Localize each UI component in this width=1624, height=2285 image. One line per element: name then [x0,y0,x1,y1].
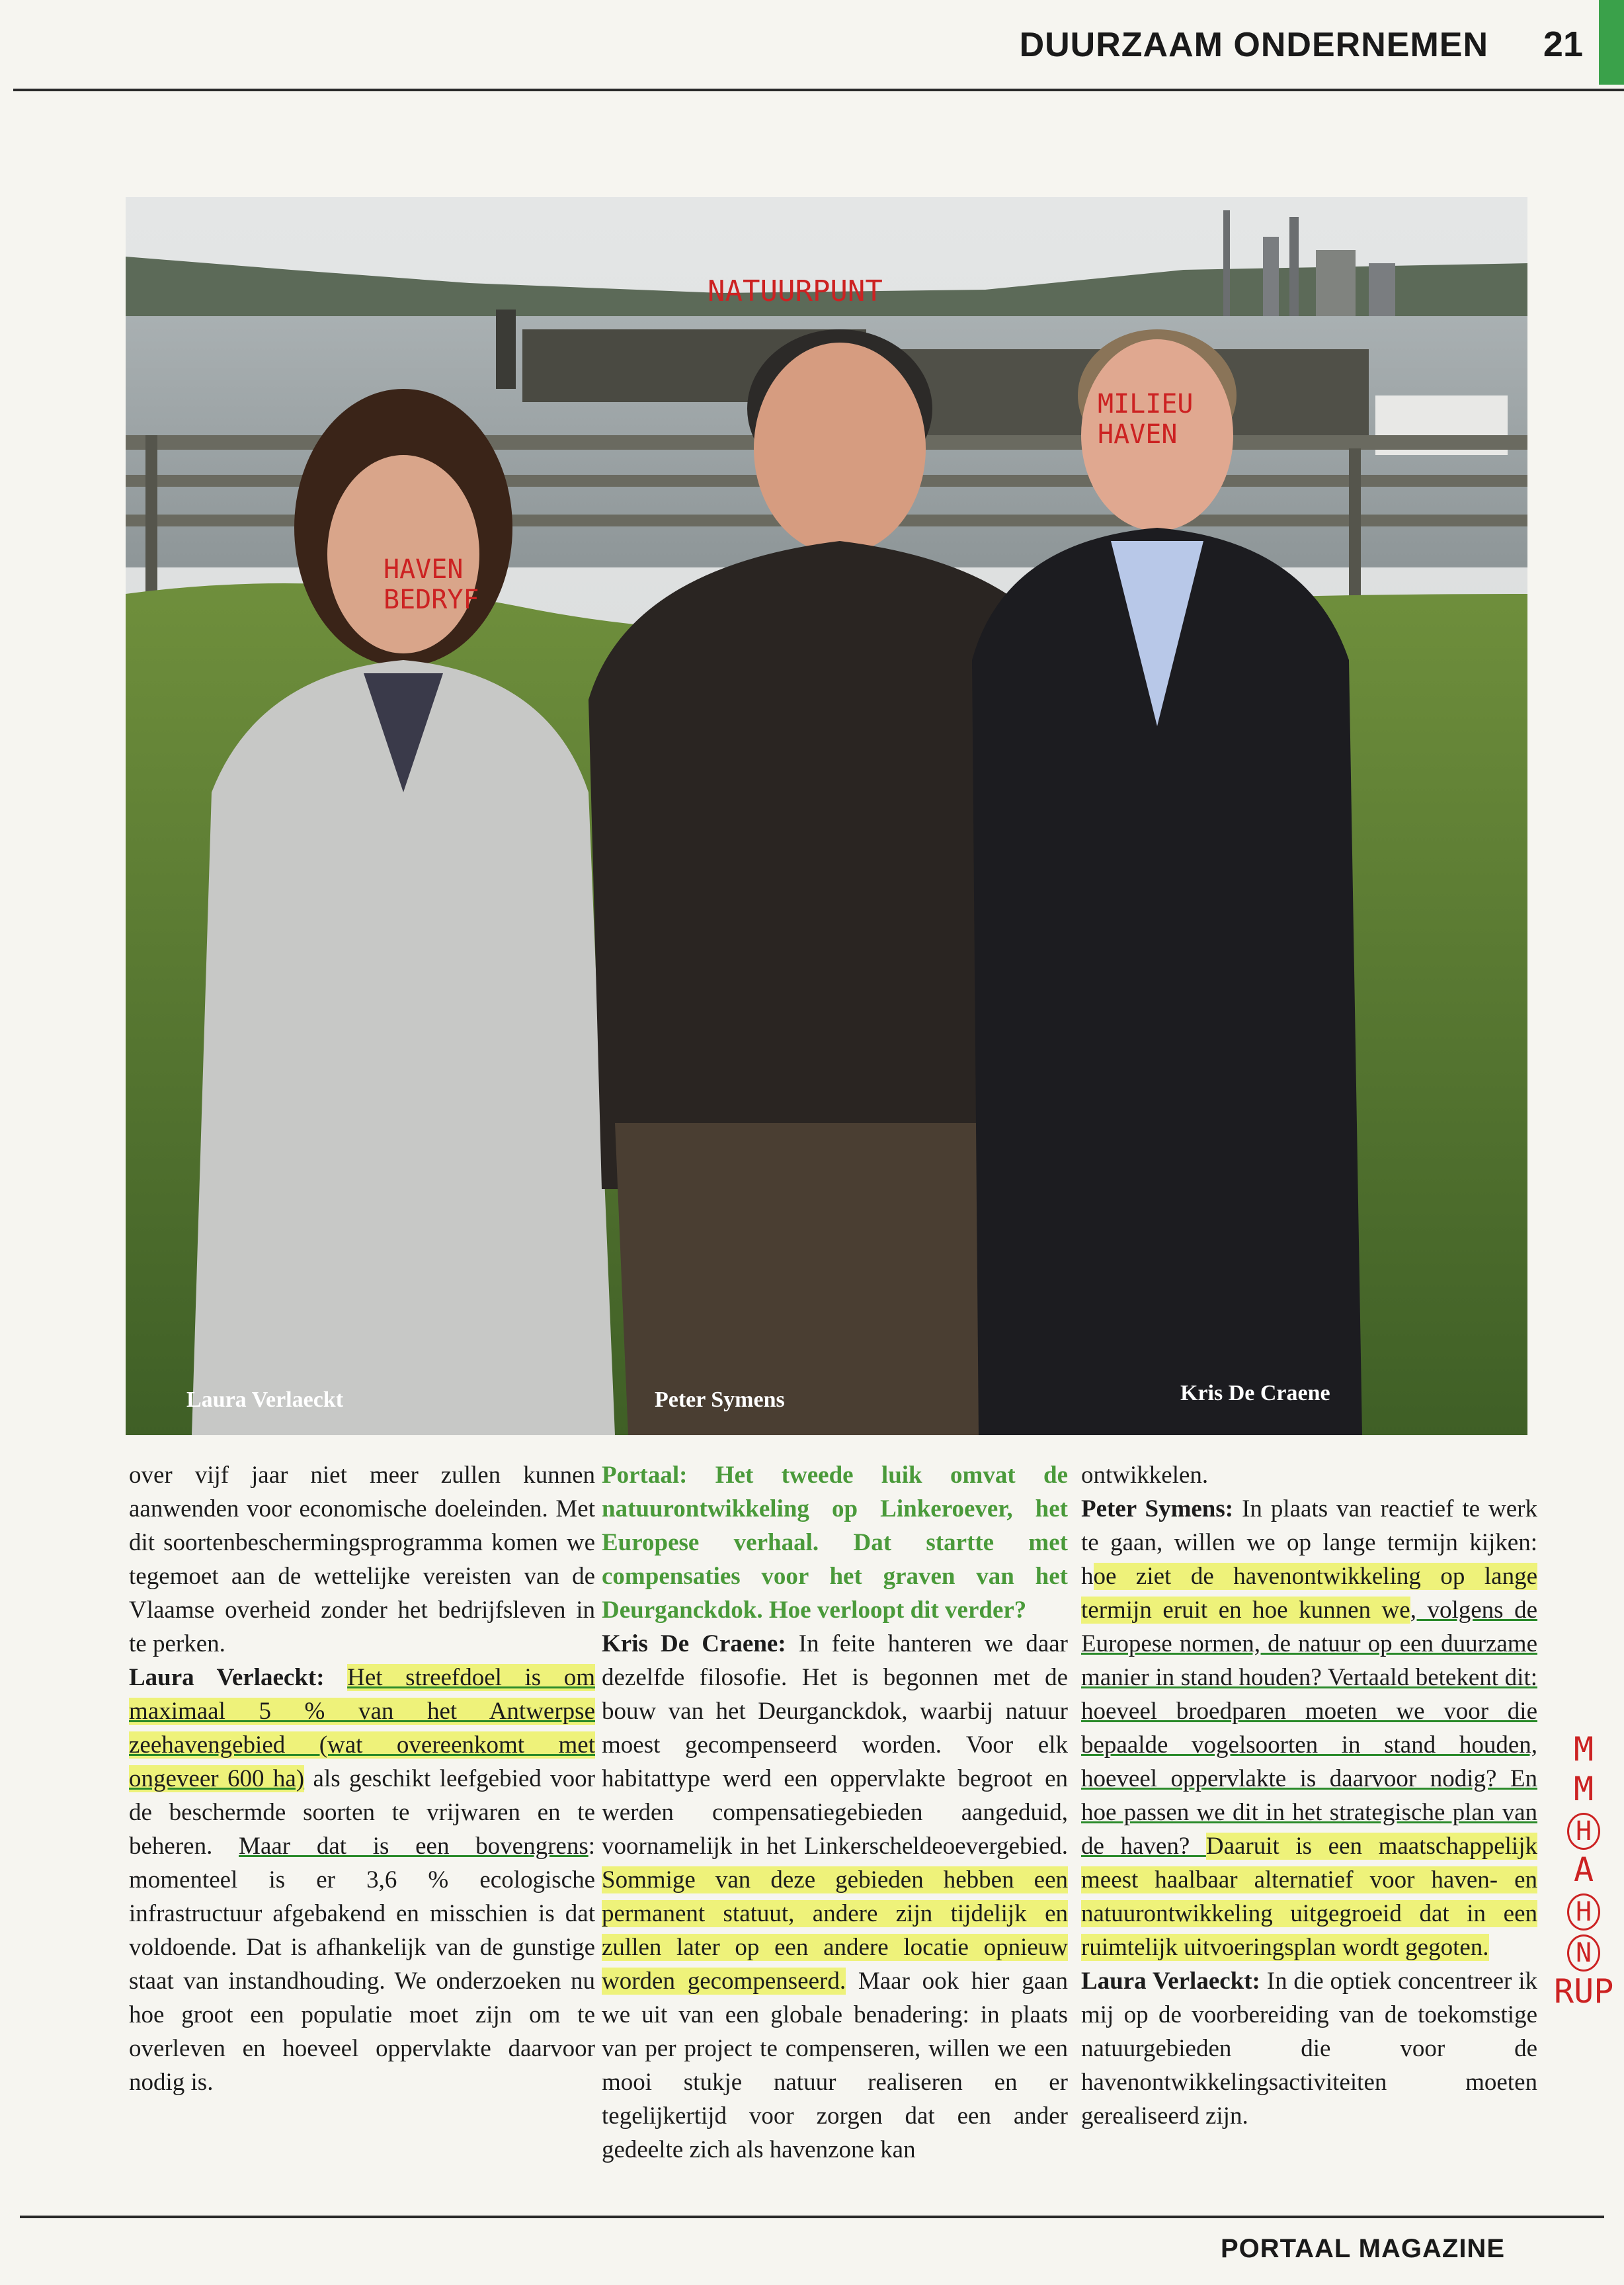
section-title: DUURZAAM ONDERNEMEN [1019,26,1488,64]
col2-highlight: Sommige van deze gebieden hebben een permanent statuut, andere zijn tijdelijk en zullen later op een andere locatie opnieuw worden gecompenseerd. [602,1866,1068,1995]
caption-kris: Kris De Craene [1180,1381,1330,1405]
col3-paragraph-1 [1081,1492,1537,1964]
column-2 [602,1458,1068,2167]
col3-text: In plaats van reactief te werk te gaan, willen we op lange termijn kijken: h [1081,1495,1537,1590]
col1-paragraph-1: over vijf jaar niet meer zullen kunnen aanwenden voor economische doeleinden. Met dit soortenbeschermingsprogramma komen we tegemoet aan de wettelijke vereisten van de Vlaamse overheid zonder het bedrijfsleven in te perken. [129,1462,595,1657]
col2-paragraph [602,1627,1068,2167]
col1-highlight: Het streefdoel is om maximaal 5 % van het Antwerpse zeehavengebied (wat overeenkomt met ongeveer 600 ha) [129,1664,596,1792]
speaker-laura-2: Laura Verlaeckt: [1081,1968,1260,1995]
caption-peter: Peter Symens [655,1388,785,1412]
section-color-tab [1599,0,1624,85]
margin-notes [1554,1729,1613,2011]
col1-text: als geschikt leefgebied voor de beschermde soorten te vrijwaren en te beheren. [129,1765,595,1860]
interview-question: Portaal: Het tweede luik omvat de natuurontwikkeling op Linkeroever, het Europese verhaal. Dat startte met compensaties voor het graven van het Deurganckdok. Hoe verloopt dit verder? [602,1462,1068,1624]
col3-text-end: In die optiek concentreer ik mij op de voorbereiding van de toekomstige natuurgebieden die voor de havenontwikkelingsactiviteiten moeten gerealiseerd zijn. [1081,1968,1537,2130]
margin-note: M [1573,1730,1594,1768]
annotation-haven-bedryf: HAVEN BEDRYF [384,554,479,615]
col3-highlight-1: oe ziet de havenontwikkeling op lange termijn eruit en hoe kunnen we [1081,1563,1537,1624]
magazine-name: PORTAAL MAGAZINE [1220,2234,1505,2263]
col3-paragraph-2 [1081,1964,1537,2133]
margin-note: RUP [1554,1972,1614,2011]
annotation-natuurpunt: NATUURPUNT [708,274,883,308]
col1-text-end: : momenteel is er 3,6 % ecologische infrastructuur afgebakend en misschien is dat voldoende. Dat is afhankelijk van de gunstige staat van instandhouding. We onderzoeken nu hoe groot een populatie moet zijn om te overleven en hoeveel oppervlakte daarvoor nodig is. [129,1833,595,2096]
column-3 [1081,1458,1537,2133]
margin-note-circled: N [1567,1934,1600,1972]
col3-highlight-2: Daaruit is een maatschappelijk meest haalbaar alternatief voor haven- en natuurontwikkeling uitgegroeid dat in een ruimtelijk uitvoeringsplan wordt gegoten. [1081,1833,1537,1961]
col2-text: In feite hanteren we daar dezelfde filosofie. Het is begonnen met de bouw van het Deurganckdok, waarbij natuur moest gecompenseerd worden. Voor elk habitattype werd een oppervlakte begroot en werden compensatiegebieden aangeduid, voornamelijk in het Linkerscheldeoevergebied. [602,1630,1068,1860]
margin-note-circled: H [1567,1813,1600,1850]
margin-note: M [1573,1770,1594,1808]
col2-text-end: Maar ook hier gaan we uit van een globale benadering: in plaats van per project te compenseren, willen we een mooi stukje natuur realiseren en er tegelijkertijd voor zorgen dat een ander gedeelte zich als havenzone kan [602,1968,1068,2163]
column-1 [129,1458,595,2099]
annotation-milieu-haven: MILIEU HAVEN [1098,389,1194,450]
margin-note-circled: H [1567,1893,1600,1931]
footer-rule [20,2216,1604,2218]
page-number: 21 [1543,24,1583,64]
header-rule [13,89,1624,91]
caption-laura: Laura Verlaeckt [186,1388,344,1412]
margin-note: A [1573,1850,1594,1889]
group-photo [126,197,1527,1435]
speaker-kris: Kris De Craene: [602,1630,786,1657]
col3-text-mid: , volgens de Europese normen, de natuur op een duurzame manier in stand houden? Vertaald betekent dit: hoeveel broedparen moeten we voor die bepaalde vogelsoorten in stand houden, hoeveel oppervlakte is daarvoor nodig? En hoe passen we dit in het strategische plan van de haven? [1081,1597,1538,1860]
col1-underline: Maar dat is een bovengrens [239,1833,589,1860]
speaker-peter: Peter Symens: [1081,1495,1234,1522]
col3-paragraph-0: ontwikkelen. [1081,1462,1209,1489]
col1-paragraph-2 [129,1661,595,2099]
speaker-laura: Laura Verlaeckt: [129,1664,325,1691]
